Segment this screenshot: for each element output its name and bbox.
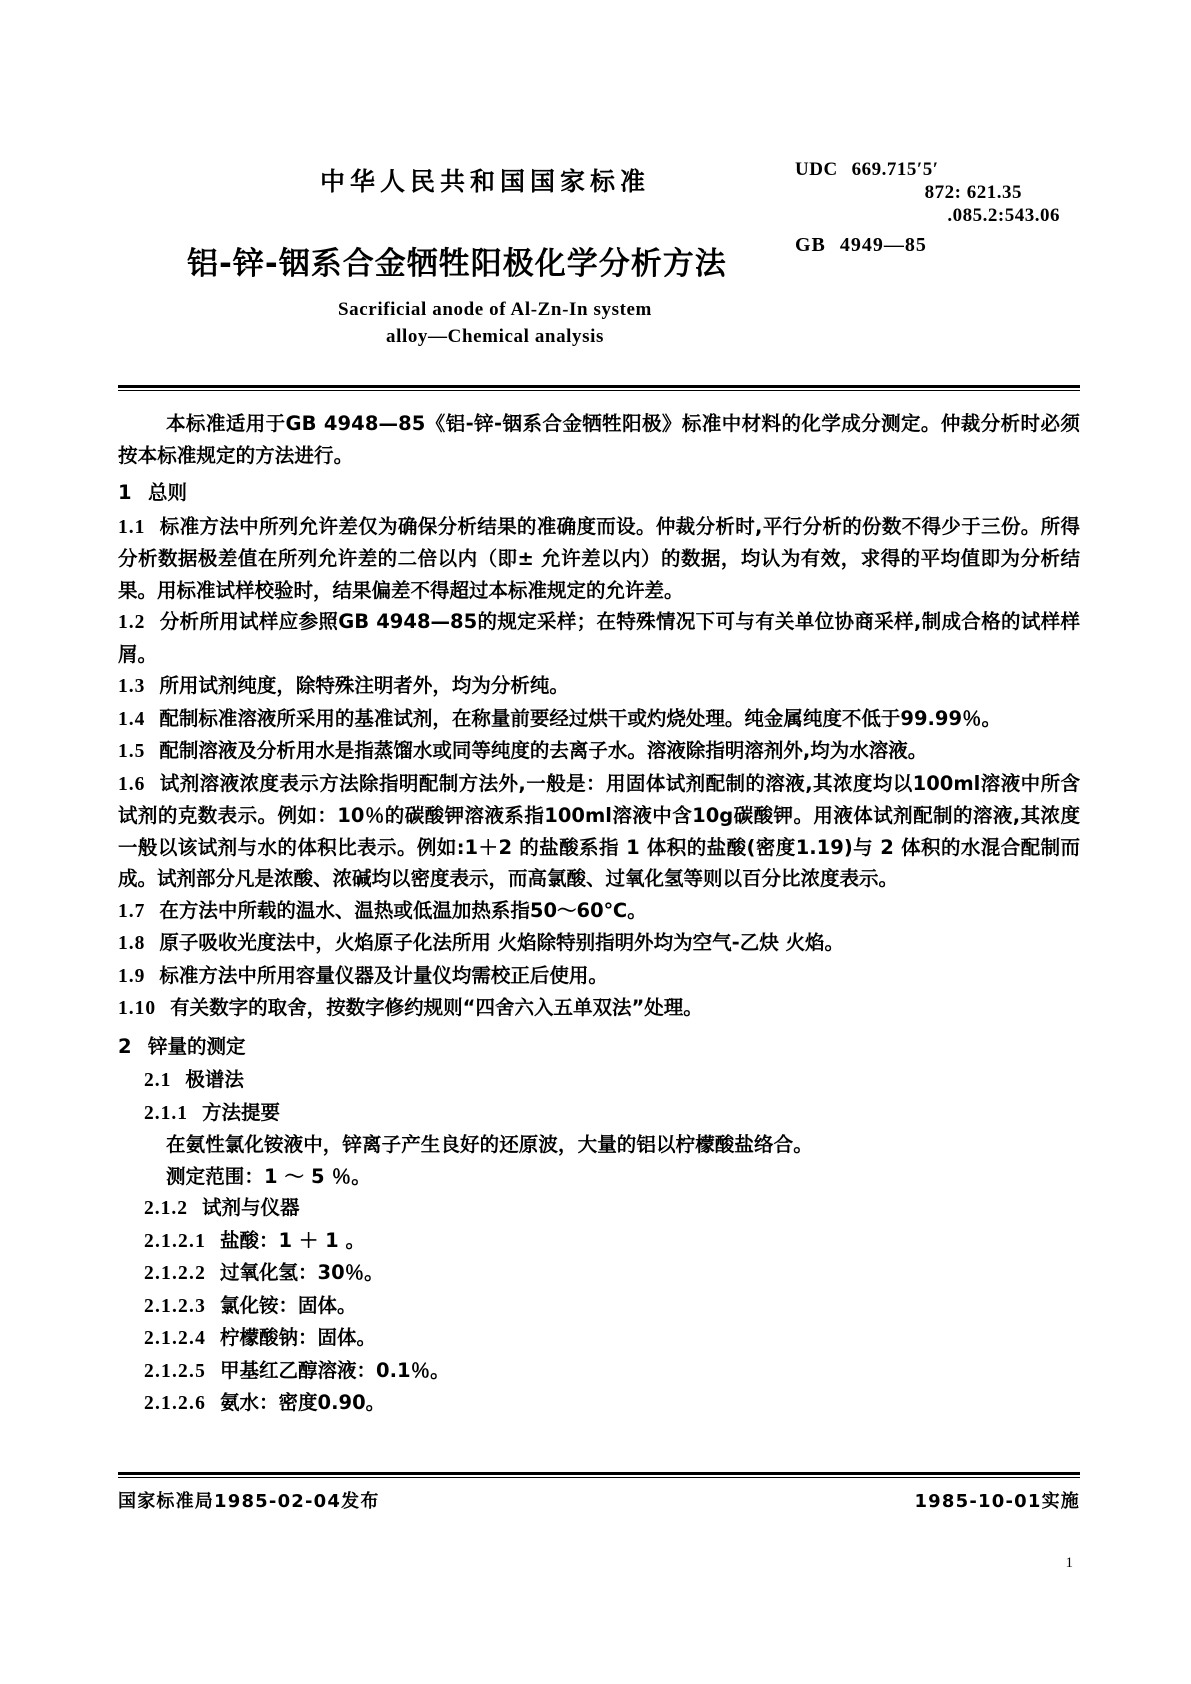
clause-1-6-text: 试剂溶液浓度表示方法除指明配制方法外,一般是：用固体试剂配制的溶液,其浓度均以100ml溶液中所含试剂的克数表示。例如：10％的碳酸钾溶液系指100ml溶液中含10g碳酸钾。用液体试剂配制的溶液,其浓度一般以该试剂与水的体积比表示。例如:1＋2 的盐酸系指 1 体积的盐酸(密度1.19)与 2 体积的水混合配制而成。试剂部分凡是浓酸、浓碱均以密度表示，而高氯酸、过氧化氢等则以百分比浓度表示。	[118, 771, 1080, 890]
issue-date: 国家标准局1985-02-04发布	[118, 1491, 380, 1512]
clause-1-1-number: 1.1	[118, 516, 146, 538]
reagent-number: 2.1.2.6	[144, 1393, 207, 1414]
udc-label: UDC	[795, 159, 838, 180]
clause-1-10-text: 有关数字的取舍，按数字修约规则“四舍六入五单双法”处理。	[170, 996, 703, 1019]
clause-1-1-text: 标准方法中所列允许差仅为确保分析结果的准确度而设。仲裁分析时,平行分析的份数不得少于三份。所得分析数据极差值在所列允许差的二倍以内（即± 允许差以内）的数据，均认为有效，求得的平均值即为分析结果。用标准试样校验时，结果偏差不得超过本标准规定的允许差。	[118, 514, 1080, 602]
english-subtitle	[115, 296, 875, 350]
reagent-item	[118, 1355, 1080, 1388]
clause-1-4	[118, 703, 1080, 736]
clause-1-8	[118, 927, 1080, 960]
subsection-2-1-2-title: 试剂与仪器	[202, 1196, 300, 1219]
masthead	[115, 150, 1080, 390]
reagent-text: 氯化铵：固体。	[220, 1293, 357, 1317]
clause-1-5-text: 配制溶液及分析用水是指蒸馏水或同等纯度的去离子水。溶液除指明溶剂外,均为水溶液。	[159, 739, 928, 762]
reagent-item	[118, 1290, 1080, 1323]
effective-date: 1985-10-01实施	[914, 1491, 1080, 1512]
subsection-2-1-number: 2.1	[144, 1070, 172, 1091]
reagent-number: 2.1.2.3	[144, 1295, 207, 1317]
section-1-title: 总则	[148, 481, 188, 504]
national-standard-label: 中华人民共和国国家标准	[320, 167, 651, 196]
udc-line-1	[790, 158, 1080, 181]
reagent-item	[118, 1387, 1080, 1420]
gb-number: 4949—85	[839, 234, 927, 256]
english-subtitle-line-1: Sacrificial anode of Al-Zn-In system	[338, 299, 652, 320]
scope-paragraph: 本标准适用于GB 4948—85《铝-锌-铟系合金牺牲阳极》标准中材料的化学成分测定。仲裁分析时必须按本标准规定的方法进行。	[118, 412, 1080, 467]
reagent-text: 盐酸：1 ＋ 1 。	[220, 1228, 366, 1252]
clause-1-7-number: 1.7	[118, 900, 146, 922]
clause-1-9-number: 1.9	[118, 965, 146, 987]
reagent-item	[118, 1257, 1080, 1290]
reagent-number: 2.1.2.4	[144, 1328, 207, 1349]
document-body	[118, 408, 1080, 1420]
header-divider-rule	[118, 385, 1080, 391]
subsection-2-1-title: 极谱法	[185, 1068, 244, 1091]
reagent-text: 氨水：密度0.90。	[220, 1391, 386, 1414]
clause-1-5	[118, 735, 1080, 768]
reagent-text: 柠檬酸钠：固体。	[220, 1326, 377, 1349]
subsection-2-1-2	[118, 1192, 1080, 1225]
method-principle-text: 在氨性氯化铵液中，锌离子产生良好的还原波，大量的铝以柠檬酸盐络合。	[166, 1133, 813, 1156]
clause-1-3-text: 所用试剂纯度，除特殊注明者外，均为分析纯。	[159, 674, 569, 697]
page-title: 铝-锌-铟系合金牺牲阳极化学分析方法	[187, 246, 727, 282]
gb-standard-number	[790, 234, 1080, 257]
reagent-text: 过氧化氢：30％。	[220, 1261, 384, 1284]
udc-line-3: .085.2:543.06	[947, 205, 1060, 226]
clause-1-8-text: 原子吸收光度法中，火焰原子化法所用 火焰除特别指明外均为空气-乙炔 火焰。	[159, 931, 845, 954]
reagent-number: 2.1.2.2	[144, 1263, 207, 1284]
subsection-2-1-1-title: 方法提要	[202, 1100, 281, 1124]
reagent-number: 2.1.2.5	[144, 1360, 207, 1382]
clause-1-7	[118, 895, 1080, 928]
section-heading-2	[118, 1031, 1080, 1063]
method-range-text: 测定范围：1 ～ 5 ％。	[166, 1164, 371, 1188]
section-heading-1	[118, 477, 1080, 509]
udc-classification-block	[790, 158, 1080, 257]
clause-1-6-number: 1.6	[118, 773, 146, 795]
page-number: 1	[1065, 1555, 1073, 1571]
clause-1-1	[118, 511, 1080, 607]
clause-1-9-text: 标准方法中所用容量仪器及计量仪均需校正后使用。	[159, 963, 608, 987]
subsection-2-1-2-number: 2.1.2	[144, 1198, 188, 1219]
section-1-number: 1	[118, 481, 132, 504]
clause-1-7-text: 在方法中所载的温水、温热或低温加热系指50～60℃。	[159, 898, 647, 922]
udc-code-1: 669.715′5′	[851, 159, 939, 180]
clause-1-10	[118, 992, 1080, 1025]
clause-1-6	[118, 768, 1080, 895]
footer-divider-rule	[118, 1472, 1080, 1478]
reagent-number: 2.1.2.1	[144, 1230, 207, 1252]
page-footer	[118, 1487, 1080, 1513]
section-2-number: 2	[118, 1034, 132, 1058]
subsection-2-1-1	[118, 1097, 1080, 1130]
clause-1-3	[118, 670, 1080, 703]
clause-1-4-number: 1.4	[118, 708, 146, 730]
clause-1-10-number: 1.10	[118, 998, 157, 1019]
clause-1-8-number: 1.8	[118, 933, 146, 954]
clause-1-2-text: 分析所用试样应参照GB 4948—85的规定采样；在特殊情况下可与有关单位协商采样,制成合格的试样样屑。	[118, 610, 1080, 666]
clause-1-5-number: 1.5	[118, 741, 146, 762]
reagent-item	[118, 1225, 1080, 1258]
reagent-item	[118, 1322, 1080, 1355]
clause-1-9	[118, 960, 1080, 993]
subsection-2-1	[118, 1064, 1080, 1097]
reagent-text: 甲基红乙醇溶液：0.1％。	[220, 1358, 450, 1382]
subsection-2-1-1-number: 2.1.1	[144, 1102, 188, 1124]
clause-1-2	[118, 606, 1080, 670]
clause-1-4-text: 配制标准溶液所采用的基准试剂，在称量前要经过烘干或灼烧处理。纯金属纯度不低于99.99％。	[159, 706, 1002, 730]
section-2-title: 锌量的测定	[148, 1034, 246, 1058]
english-subtitle-line-2: alloy—Chemical analysis	[385, 326, 605, 347]
clause-1-2-number: 1.2	[118, 612, 146, 633]
udc-line-2: 872: 621.35	[924, 182, 1022, 203]
gb-label: GB	[795, 234, 826, 256]
clause-1-3-number: 1.3	[118, 676, 146, 697]
